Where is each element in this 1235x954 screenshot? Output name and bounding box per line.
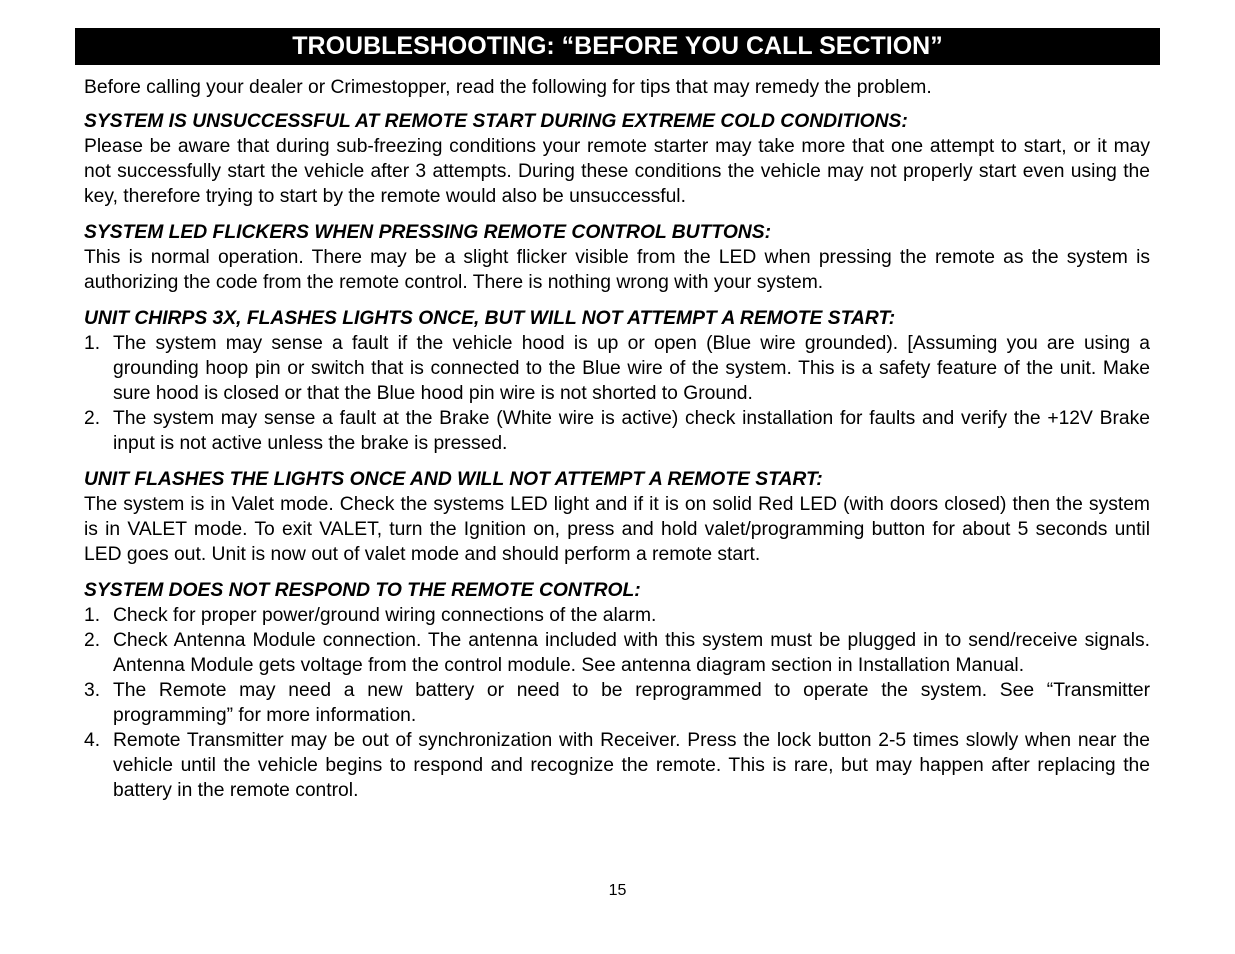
section-body: Please be aware that during sub-freezing conditions your remote starter may take more that one attempt to start, or it may not successfully start the vehicle after 3 attempts. During these conditions the vehicle may not properly start even using the key, therefore trying to start by the remote would also be unsuccessful. <box>84 136 1150 207</box>
list-number: 2. <box>84 408 101 429</box>
list-item-text: The Remote may need a new battery or need to be reprogrammed to operate the system. See “Transmitter programming” for more information. <box>113 680 1150 726</box>
list-item <box>84 603 1150 628</box>
list-number: 1. <box>84 333 101 354</box>
section-no-response <box>84 578 1150 803</box>
list-number: 3. <box>84 680 101 701</box>
numbered-list <box>84 603 1150 803</box>
section-body: The system is in Valet mode. Check the systems LED light and if it is on solid Red LED (with doors closed) then the system is in VALET mode. To exit VALET, turn the Ignition on, press and hold valet/programming button for about 5 seconds until LED goes out. Unit is now out of valet mode and should perform a remote start. <box>84 494 1150 565</box>
list-number: 2. <box>84 630 101 651</box>
list-item-text: Check Antenna Module connection. The antenna included with this system must be plugged in to send/receive signals. Antenna Module gets voltage from the control module. See antenna diagram section in Installation Manual. <box>113 630 1150 676</box>
list-item-text: The system may sense a fault if the vehicle hood is up or open (Blue wire grounded). [Assuming you are using a grounding hoop pin or switch that is connected to the Blue wire of the system. This is a safety feature of the unit. Make sure hood is closed or that the Blue hood pin wire is not shorted to Ground. <box>113 333 1150 404</box>
list-item <box>84 406 1150 456</box>
list-item-text: Check for proper power/ground wiring connections of the alarm. <box>113 605 657 626</box>
list-item-text: Remote Transmitter may be out of synchronization with Receiver. Press the lock button 2-5 times slowly when near the vehicle until the vehicle begins to respond and recognize the remote. This is rare, but may happen after replacing the battery in the remote control. <box>113 730 1150 801</box>
content <box>84 75 1150 803</box>
list-number: 4. <box>84 730 101 751</box>
section-valet-mode <box>84 467 1150 567</box>
list-item <box>84 728 1150 803</box>
list-number: 1. <box>84 605 101 626</box>
list-item-text: The system may sense a fault at the Brake (White wire is active) check installation for faults and verify the +12V Brake input is not active unless the brake is pressed. <box>113 408 1150 454</box>
section-led-flickers <box>84 220 1150 295</box>
page-title: TROUBLESHOOTING: “BEFORE YOU CALL SECTION” <box>75 28 1160 65</box>
page-number: 15 <box>608 882 627 899</box>
section-heading: SYSTEM LED FLICKERS WHEN PRESSING REMOTE CONTROL BUTTONS: <box>84 222 772 243</box>
section-heading: SYSTEM IS UNSUCCESSFUL AT REMOTE START DURING EXTREME COLD CONDITIONS: <box>84 111 908 132</box>
list-item <box>84 628 1150 678</box>
section-body: This is normal operation. There may be a slight flicker visible from the LED when pressing the remote as the system is authorizing the code from the remote control. There is nothing wrong with your system. <box>84 247 1150 293</box>
list-item <box>84 331 1150 406</box>
section-heading: SYSTEM DOES NOT RESPOND TO THE REMOTE CONTROL: <box>84 580 641 601</box>
numbered-list <box>84 331 1150 456</box>
section-heading: UNIT FLASHES THE LIGHTS ONCE AND WILL NOT ATTEMPT A REMOTE START: <box>84 469 823 490</box>
list-item <box>84 678 1150 728</box>
section-chirps-3x <box>84 306 1150 456</box>
intro-text: Before calling your dealer or Crimestopper, read the following for tips that may remedy the problem. <box>84 77 932 98</box>
section-heading: UNIT CHIRPS 3X, FLASHES LIGHTS ONCE, BUT WILL NOT ATTEMPT A REMOTE START: <box>84 308 896 329</box>
section-cold-conditions <box>84 109 1150 209</box>
